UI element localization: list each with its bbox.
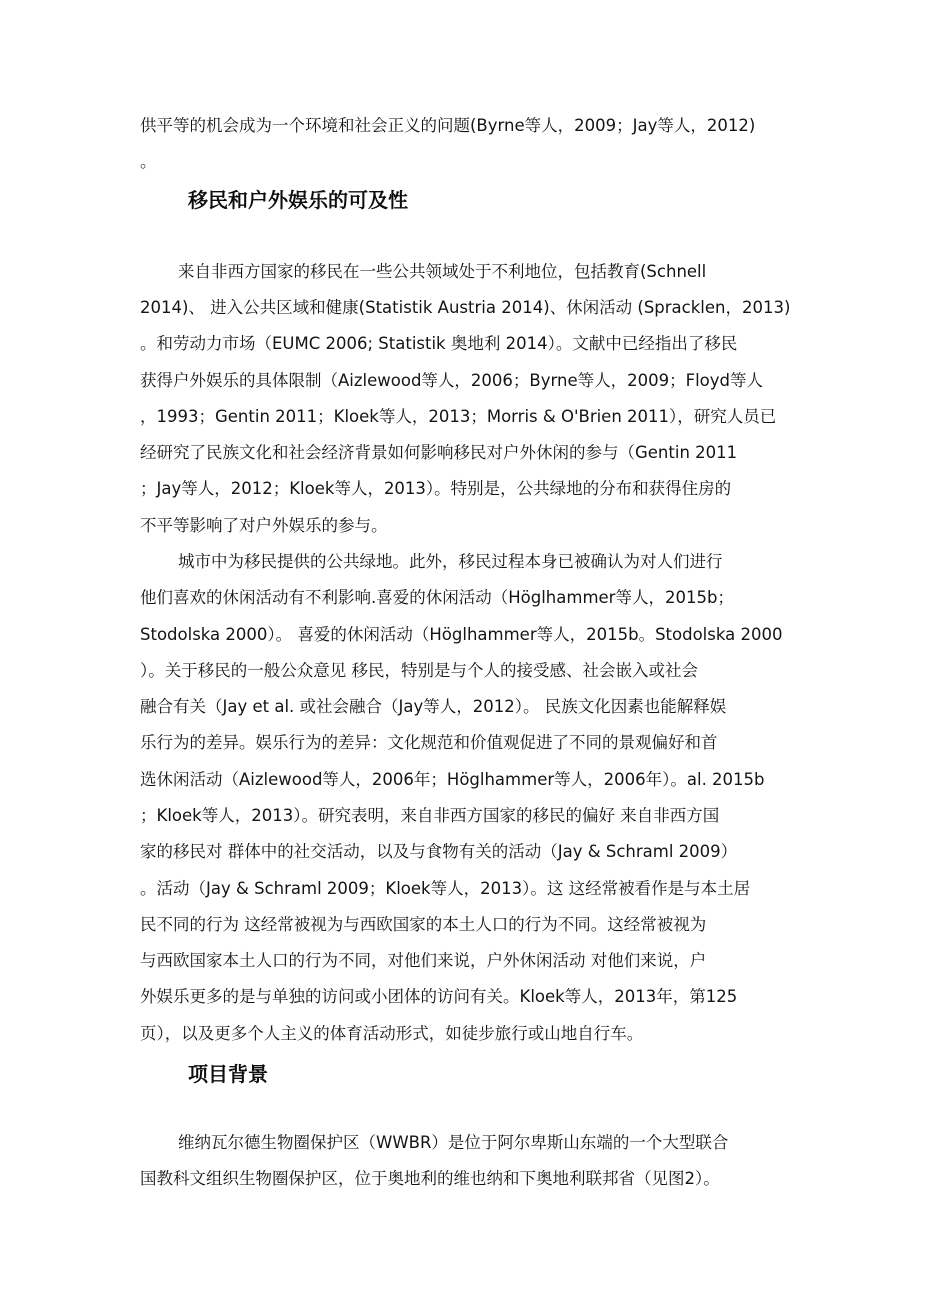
section-heading-migrant-recreation: 移民和户外娱乐的可及性 <box>188 188 408 212</box>
text-line: 民不同的行为 这经常被视为与西欧国家的本土人口的行为不同。这经常被视为 <box>140 915 707 934</box>
text-line: 城市中为移民提供的公共绿地。此外，移民过程本身已被确认为对人们进行 <box>178 552 723 571</box>
text-line: 与西欧国家本土人口的行为不同，对他们来说，户外休闲活动 对他们来说，户 <box>140 951 707 970</box>
text-line: 融合有关（Jay et al. 或社会融合（Jay等人，2012）。 民族文化因素也能解释娱 <box>140 697 727 716</box>
text-line: 经研究了民族文化和社会经济背景如何影响移民对户外休闲的参与（Gentin 2011 <box>140 443 738 462</box>
text-line: ，1993；Gentin 2011；Kloek等人，2013；Morris & O'Brien 2011），研究人员已 <box>140 407 777 426</box>
text-line: 家的移民对 群体中的社交活动，以及与食物有关的活动（Jay & Schraml 2009） <box>140 842 738 861</box>
text-line: 维纳瓦尔德生物圈保护区（WWBR）是位于阿尔卑斯山东端的一个大型联合 <box>178 1133 729 1152</box>
text-line: 2014)、 进入公共区域和健康(Statistik Austria 2014)、休闲活动 (Spracklen，2013) <box>140 298 791 317</box>
text-line: 他们喜欢的休闲活动有不利影响.喜爱的休闲活动（Höglhammer等人，2015b； <box>140 588 734 607</box>
text-line: 乐行为的差异。娱乐行为的差异：文化规范和价值观促进了不同的景观偏好和首 <box>140 733 718 752</box>
text-line: 不平等影响了对户外娱乐的参与。 <box>140 516 388 535</box>
text-line: 。和劳动力市场（EUMC 2006; Statistik 奥地利 2014）。文献中已经指出了移民 <box>140 334 738 353</box>
text-line: 页），以及更多个人主义的体育活动形式，如徒步旅行或山地自行车。 <box>140 1024 644 1043</box>
text-line: Stodolska 2000）。 喜爱的休闲活动（Höglhammer等人，2015b。Stodolska 2000 <box>140 625 783 644</box>
text-line: 获得户外娱乐的具体限制（Aizlewood等人，2006；Byrne等人，2009；Floyd等人 <box>140 371 764 390</box>
text-line: ；Kloek等人，2013）。研究表明，来自非西方国家的移民的偏好 来自非西方国 <box>140 806 720 825</box>
text-line: 国教科文组织生物圈保护区，位于奥地利的维也纳和下奥地利联邦省（见图2）。 <box>140 1169 720 1188</box>
text-line: ；Jay等人，2012；Kloek等人，2013）。特别是，公共绿地的分布和获得住房的 <box>140 479 732 498</box>
text-line: 。 <box>140 152 157 171</box>
text-line: 供平等的机会成为一个环境和社会正义的问题(Byrne等人，2009；Jay等人，2012) <box>140 116 756 135</box>
text-line: 选休闲活动（Aizlewood等人，2006年；Höglhammer等人，2006年）。al. 2015b <box>140 770 765 789</box>
text-line: 。活动（Jay & Schraml 2009；Kloek等人，2013）。这 这经常被看作是与本土居 <box>140 879 751 898</box>
section-heading-project-background: 项目背景 <box>188 1062 268 1086</box>
text-line: 外娱乐更多的是与单独的访问或小团体的访问有关。Kloek等人，2013年，第125 <box>140 987 738 1006</box>
text-line: 来自非西方国家的移民在一些公共领域处于不利地位，包括教育(Schnell <box>178 262 707 281</box>
text-line: ）。关于移民的一般公众意见 移民，特别是与个人的接受感、社会嵌入或社会 <box>140 661 698 680</box>
